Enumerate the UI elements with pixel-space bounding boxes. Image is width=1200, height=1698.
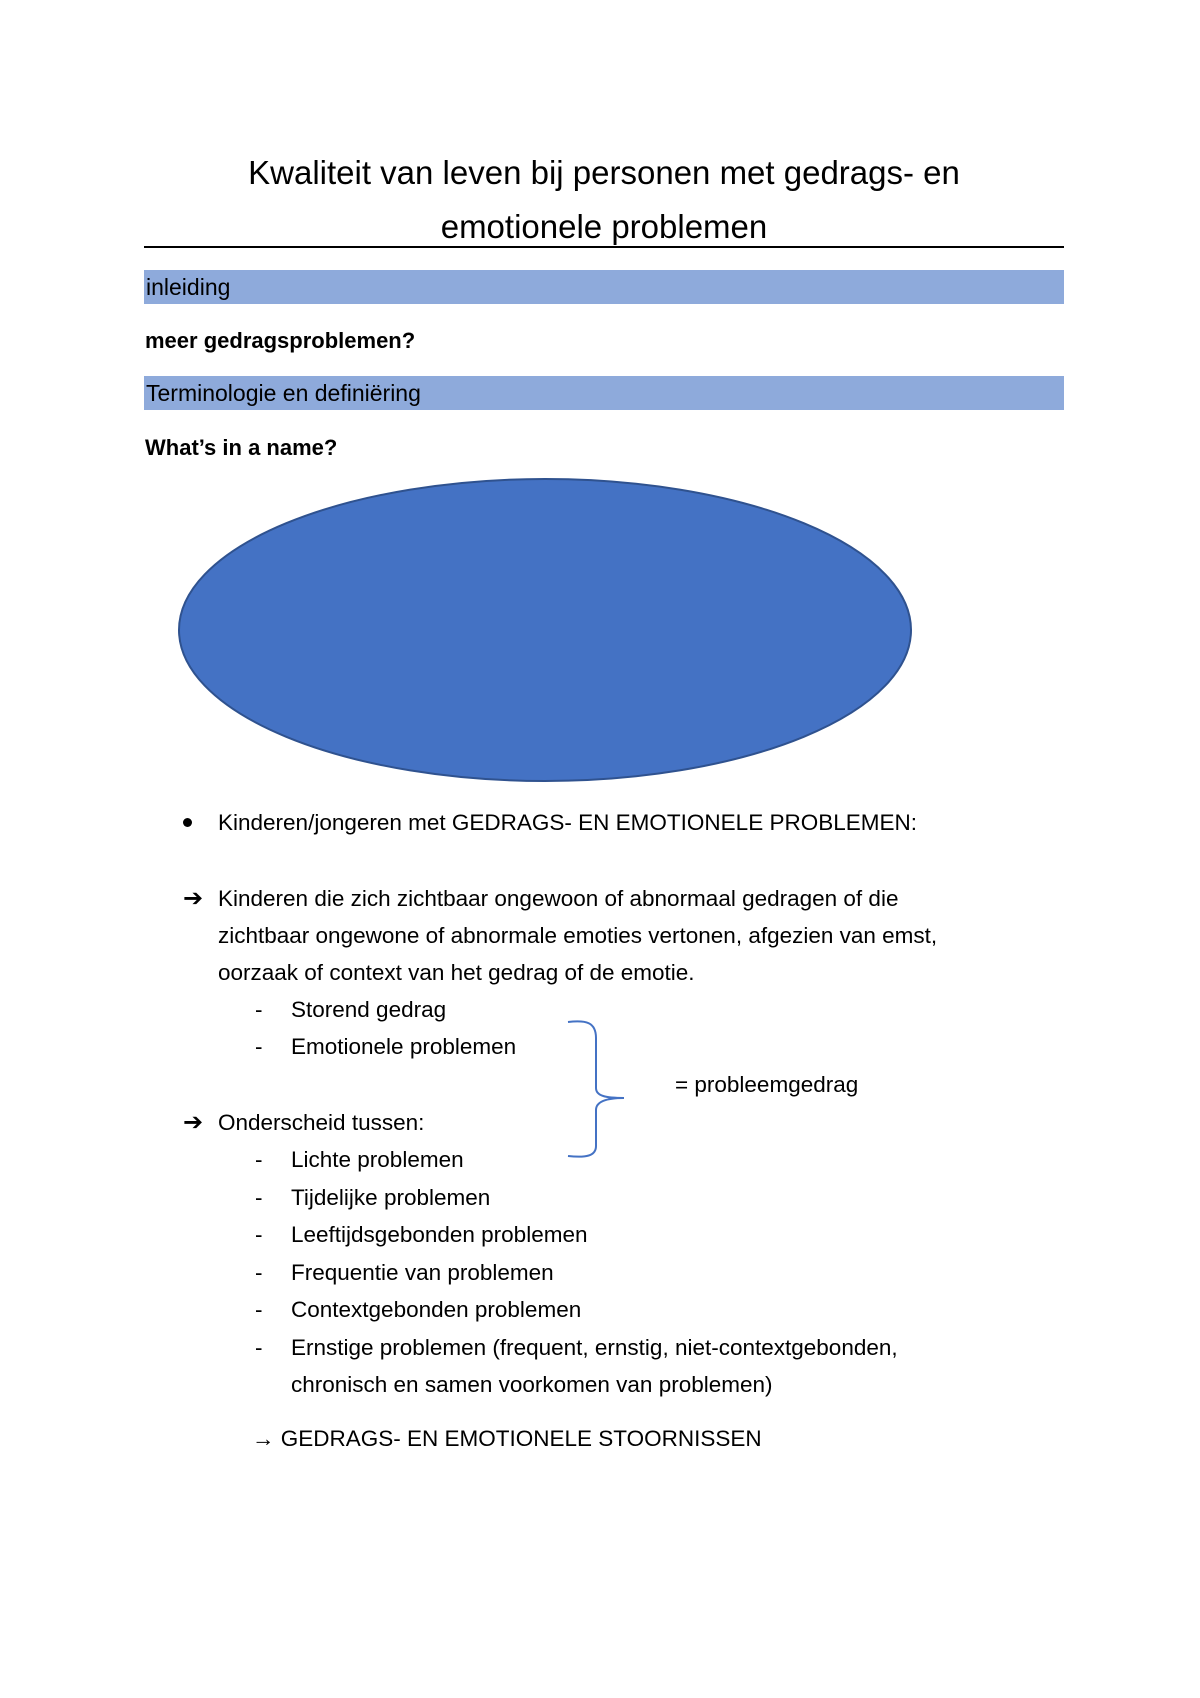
arrow-right-icon: ➔: [183, 885, 204, 912]
subheading-whats-in-a-name: What’s in a name?: [145, 435, 338, 460]
arrow-1-line-2: zichtbaar ongewone of abnormale emoties vertonen, afgezien van emst,: [218, 923, 938, 948]
dash-icon: -: [255, 1297, 263, 1322]
sub-item: Contextgebonden problemen: [291, 1297, 582, 1322]
dash-icon: -: [255, 997, 263, 1022]
section-heading-label: inleiding: [146, 274, 231, 300]
bullet-dot-icon: [183, 818, 192, 827]
title-line-2: emotionele problemen: [440, 208, 768, 245]
dash-icon: -: [255, 1034, 263, 1059]
ellipse: [179, 479, 911, 781]
title-line-1: Kwaliteit van leven bij personen met gedrags- en: [248, 154, 960, 191]
sub-item: Storend gedrag: [291, 997, 447, 1022]
conclusion-text: → GEDRAGS- EN EMOTIONELE STOORNISSEN: [252, 1426, 762, 1451]
sub-item-continuation: chronisch en samen voorkomen van problemen): [291, 1372, 773, 1397]
dash-icon: -: [255, 1260, 263, 1285]
section-heading-inleiding: [144, 270, 1064, 304]
sub-item: Lichte problemen: [291, 1147, 464, 1172]
sub-item: Leeftijdsgebonden problemen: [291, 1222, 588, 1247]
subheading-meer-gedragsproblemen: meer gedragsproblemen?: [145, 328, 416, 353]
arrow-1-line-1: Kinderen die zich zichtbaar ongewoon of abnormaal gedragen of die: [218, 886, 899, 911]
blue-ellipse-shape: [175, 475, 915, 785]
sub-item: Tijdelijke problemen: [291, 1185, 491, 1210]
section-heading-terminologie: [144, 376, 1064, 410]
sub-item: Frequentie van problemen: [291, 1260, 554, 1285]
arrow-right-icon: ➔: [183, 1109, 204, 1136]
sub-item: Ernstige problemen (frequent, ernstig, niet-contextgebonden,: [291, 1335, 898, 1360]
dash-icon: -: [255, 1222, 263, 1247]
arrow-1-line-3: oorzaak of context van het gedrag of de emotie.: [218, 960, 695, 985]
section-heading-label: Terminologie en definiëring: [146, 380, 421, 406]
arrow-2-text: Onderscheid tussen:: [218, 1110, 425, 1135]
curly-brace-icon: [566, 1018, 636, 1158]
brace-label: = probleemgedrag: [675, 1072, 859, 1097]
document-title: [144, 146, 1064, 254]
bullet-text: Kinderen/jongeren met GEDRAGS- EN EMOTIONELE PROBLEMEN:: [218, 810, 917, 835]
dash-icon: -: [255, 1185, 263, 1210]
title-divider: [144, 246, 1064, 248]
dash-icon: -: [255, 1147, 263, 1172]
sub-item: Emotionele problemen: [291, 1034, 517, 1059]
dash-icon: -: [255, 1335, 263, 1360]
